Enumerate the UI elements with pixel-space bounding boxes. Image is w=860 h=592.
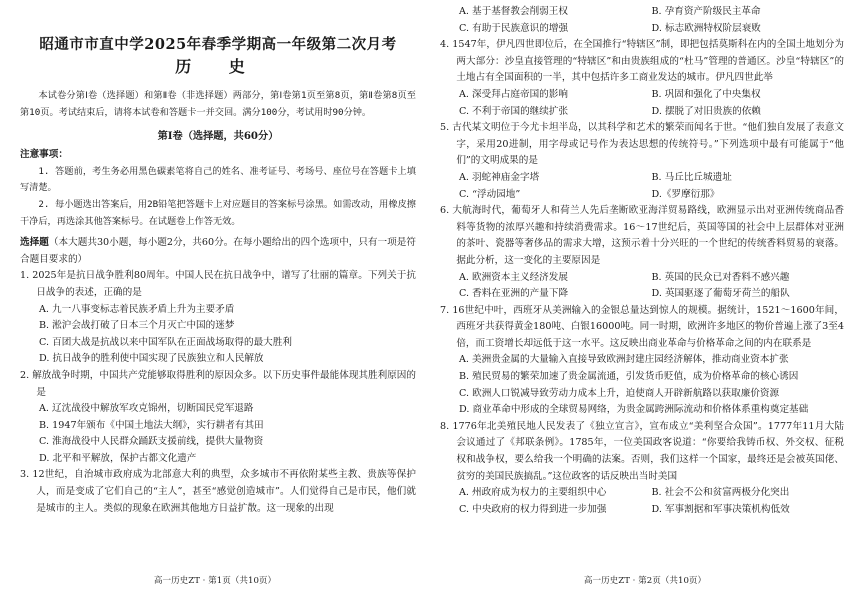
question-stem: 2. 解放战争时期，中国共产党能够取得胜利的原因众多。以下历史事件最能体现其胜利原因的是: [20, 369, 416, 398]
question-5: [440, 120, 844, 203]
option-d: D. 北平和平解放，保护古都文化遗产: [39, 452, 197, 464]
question-3: [20, 467, 416, 517]
question-stem: 1. 2025年是抗日战争胜利80周年。中国人民在抗日战争中，谱写了壮丽的篇章。下列关于抗日战争的表述，正确的是: [20, 270, 416, 298]
exam-page-2: [430, 0, 860, 592]
section-desc: （本大题共30小题，每小题2分，共60分。在每小题给出的四个选项中，只有一项是符合题目要求的）: [20, 237, 416, 265]
option-b: B. 巩固和强化了中央集权: [651, 88, 761, 100]
option-a: A. 州政府成为权力的主要组织中心: [459, 487, 607, 499]
option-d: D.《罗摩衍那》: [651, 188, 720, 200]
note-2: 2. 每小题选出答案后，用2B铅笔把答题卡上对应题目的答案标号涂黑。如需改动，用橡皮擦干净后，再选涂其他答案标号。在试题卷上作答无效。: [20, 198, 416, 227]
question-stem: 5. 古代某文明位于今尤卡坦半岛，以其科学和艺术的繁荣而闻名于世。“他们独自发展了表意文字，采用20进制，用字母或记号作为表达思想的传统符号。”下列选项中最有可能属于“他们”的文明成果的是: [440, 122, 844, 167]
question-7: [440, 303, 844, 419]
option-b: B. 殖民贸易的繁荣加速了贵金属流通，引发货币贬值，成为价格革命的核心诱因: [459, 371, 799, 383]
option-d: D. 抗日战争的胜利使中国实现了民族独立和人民解放: [39, 353, 264, 365]
option-a: A. 深受拜占庭帝国的影响: [459, 88, 568, 100]
option-a: A. 基于基督教会削弱王权: [459, 6, 568, 17]
question-8: [440, 419, 844, 519]
question-3-options: [440, 4, 844, 37]
option-c: C. 百团大战是抗战以来中国军队在正面战场取得的最大胜利: [39, 336, 292, 348]
option-c: C. 有助于民族意识的增强: [459, 22, 569, 34]
question-stem: 8. 1776年北美殖民地人民发表了《独立宣言》，宣布成立“美利坚合众国”。1777年11月大陆会议通过了《邦联条例》。1785年，一位美国政客说道：“你要给我铸币权、外交权、征税权和战争权，要么给我一个明确的法案。否则，我们这样一个国家，最终还是会被英国佬、贫穷的美国民族搞乱。”这位政客的话反映出当时美国: [440, 420, 844, 482]
option-c: C. “浮动园地”: [459, 188, 521, 200]
page-footer: 高一历史ZT · 第1页（共10页）: [153, 576, 277, 586]
notes-title: 注意事项：: [20, 149, 68, 161]
option-b: B. 社会不公和贫富两极分化突出: [651, 487, 790, 499]
exam-title: 昭通市市直中学2025年春季学期高一年级第二次月考: [39, 36, 397, 53]
option-b: B. 马丘比丘城遗址: [651, 171, 732, 183]
option-d: D. 摆脱了对旧贵族的依赖: [651, 105, 761, 117]
option-c: C. 不利于帝国的继续扩张: [459, 105, 569, 117]
option-c: C. 欧洲人口锐减导致劳动力成本上升，迫使商人开辟新航路以获取廉价资源: [459, 387, 780, 399]
question-stem: 7. 16世纪中叶，西班牙从美洲输入的金银总量达到惊人的规模。据统计，1521～1600年间，西班牙共获得黄金180吨、白银16000吨。同一时期，欧洲许多地区的物价普遍上涨了3至4倍，而工资增长却远低于这一水平。这反映出商业革命与价格革命之间的内在联系是: [440, 304, 844, 349]
option-d: D. 标志欧洲特权阶层衰败: [651, 22, 761, 34]
option-a: A. 美洲贵金属的大量输入直接导致欧洲封建庄园经济解体，推动商业资本扩张: [459, 354, 789, 366]
option-c: C. 香料在亚洲的产量下降: [459, 288, 569, 300]
page-footer: 高一历史ZT · 第2页（共10页）: [583, 576, 707, 586]
note-1: 1. 答题前，考生务必用黑色碳素笔将自己的姓名、准考证号、考场号、座位号在答题卡上填写清楚。: [20, 165, 416, 194]
option-a: A. 九一八事变标志着民族矛盾上升为主要矛盾: [39, 303, 235, 315]
option-a: A. 辽沈战役中解放军攻克锦州，切断国民党军退路: [39, 403, 254, 415]
option-d: D. 英国驱逐了葡萄牙荷兰的船队: [651, 288, 790, 300]
option-c: C. 淮海战役中人民群众踊跃支援前线，提供大量物资: [39, 436, 264, 448]
exam-subject: 历 史: [175, 57, 261, 76]
section-header: [20, 235, 416, 268]
question-1: [20, 268, 416, 368]
option-b: B. 孕育资产阶级民主革命: [651, 6, 761, 17]
option-a: A. 欧洲资本主义经济发展: [459, 271, 568, 283]
option-a: A. 羽蛇神庙金字塔: [459, 171, 540, 183]
option-c: C. 中央政府的权力得到进一步加强: [459, 503, 607, 515]
option-b: B. 英国的民众已对香料不感兴趣: [651, 271, 790, 283]
option-d: D. 军事割据和军事决策机构低效: [651, 503, 790, 515]
question-stem: 6. 大航海时代，葡萄牙人和荷兰人先后垄断欧亚海洋贸易路线，欧洲显示出对亚洲传统商品香料等货物的浓厚兴趣和持续消费需求。16～17世纪后，英国等国的社会中上层群体对亚洲的茶叶、瓷器等奢侈品的需求大增，这预示着十分兴旺的一个世纪的传统香料贸易的衰落。据此分析，这一变化的主要原因是: [440, 205, 844, 266]
option-b: B. 淞沪会战打破了日本三个月灭亡中国的迷梦: [39, 320, 235, 332]
question-2: [20, 368, 416, 468]
section-title: 选择题: [20, 237, 49, 249]
exam-intro: 本试卷分第Ⅰ卷（选择题）和第Ⅱ卷（非选择题）两部分，第Ⅰ卷第1页至第8页，第Ⅱ卷第8页至第10页。考试结束后，请将本试卷和答题卡一并交回。满分100分，考试用时90分钟。: [20, 90, 416, 118]
question-6: [440, 203, 844, 303]
option-d: D. 商业革命中形成的全球贸易网络，为贵金属跨洲际流动和价格体系重构奠定基础: [459, 404, 809, 416]
option-b: B. 1947年颁布《中国土地法大纲》，实行耕者有其田: [39, 419, 264, 431]
volume-1-title: 第Ⅰ卷（选择题，共60分）: [157, 130, 279, 143]
question-4: [440, 37, 844, 120]
question-stem: 3. 12世纪，自治城市政府成为北部意大利的典型，众多城市不再依附某些主教、贵族等保护人，而是变成了它们自己的“主人”，甚至“感觉创造城市”。人们觉得自己是市民，他们就是城市的主人。类似的现象在欧洲其他地方日益扩散。这一现象的出现: [20, 469, 416, 514]
question-stem: 4. 1547年，伊凡四世即位后，在全国推行“特辖区”制，即把包括莫斯科在内的全国土地划分为两大部分：沙皇直接管理的“特辖区”和由贵族组成的“杜马”管理的普通区。沙皇“特辖区”的土地占有全国面积的一半，其中包括许多工商业发达的城市。伊凡四世此举: [440, 39, 844, 84]
